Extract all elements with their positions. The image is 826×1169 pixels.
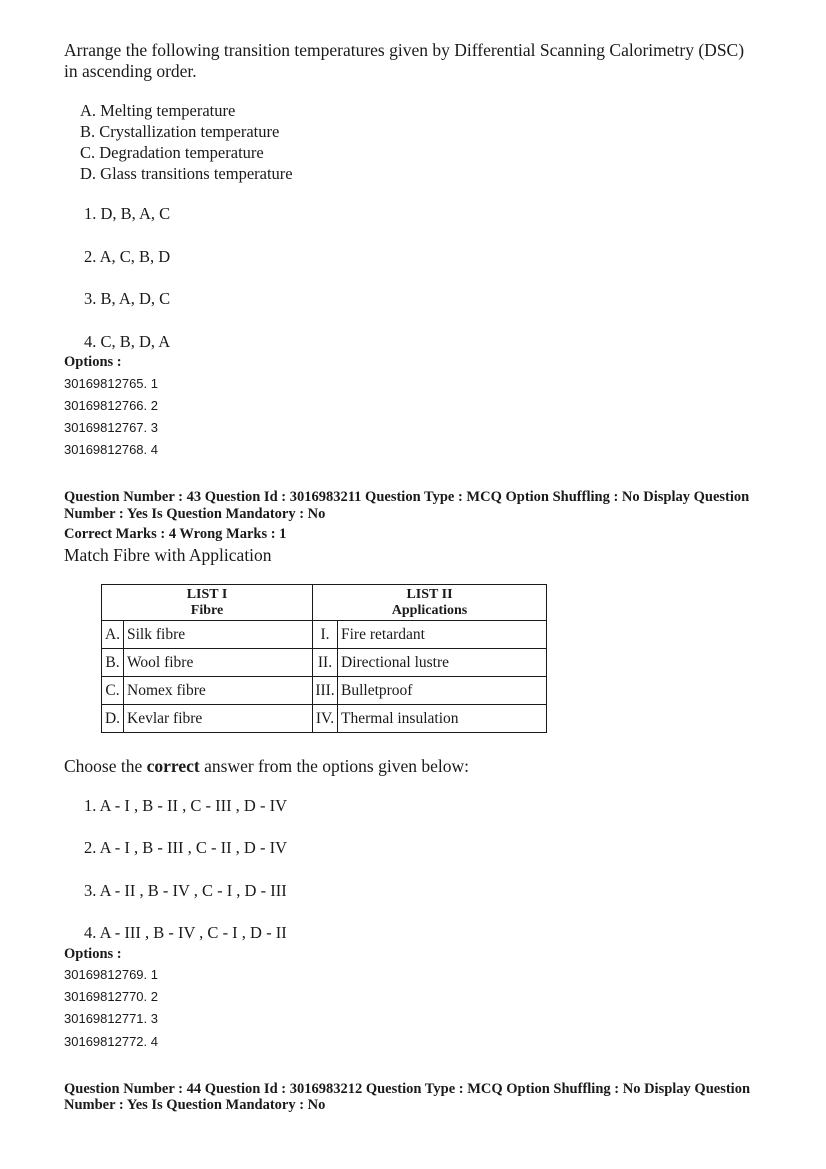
q42-choice-3: 3. B, A, D, C <box>84 289 171 308</box>
q42-option-code-2: 30169812766. 2 <box>64 398 158 413</box>
list2-title: LIST II <box>406 586 453 602</box>
q42-item-b: B. Crystallization temperature <box>80 122 280 141</box>
q42-item-a: A. Melting temperature <box>80 101 236 120</box>
match-table <box>101 584 547 733</box>
q42-option-code-1: 30169812765. 1 <box>64 376 158 391</box>
q43-instruction-bold: correct <box>146 756 200 776</box>
list2-value: Directional lustre <box>338 649 547 677</box>
q43-choice-2: 2. A - I , B - III , C - II , D - IV <box>84 838 288 857</box>
list1-value: Wool fibre <box>124 649 313 677</box>
q43-instruction-pre: Choose the <box>64 756 147 776</box>
list2-subtitle: Applications <box>391 602 468 618</box>
list1-subtitle: Fibre <box>190 602 224 618</box>
q43-stem: Match Fibre with Application <box>64 545 272 565</box>
list1-value: Silk fibre <box>124 621 313 649</box>
list2-label: I. <box>313 621 338 649</box>
q42-choice-4: 4. C, B, D, A <box>84 332 171 351</box>
q43-marks: Correct Marks : 4 Wrong Marks : 1 <box>64 526 287 542</box>
q42-options-label: Options : <box>64 354 122 370</box>
match-table-header <box>102 585 547 621</box>
table-row <box>102 705 547 733</box>
q44-meta-line2: Number : Yes Is Question Mandatory : No <box>64 1097 326 1113</box>
list1-value: Kevlar fibre <box>124 705 313 733</box>
q43-choice-4: 4. A - III , B - IV , C - I , D - II <box>84 923 287 942</box>
list1-value: Nomex fibre <box>124 677 313 705</box>
list2-value: Thermal insulation <box>338 705 547 733</box>
q44-meta-line1: Question Number : 44 Question Id : 3016983212 Question Type : MCQ Option Shuffling : No Display Question <box>64 1081 751 1097</box>
list2-label: III. <box>313 677 338 705</box>
q43-option-code-2: 30169812770. 2 <box>64 989 158 1004</box>
list2-header <box>313 585 547 621</box>
q43-options-label: Options : <box>64 946 122 962</box>
list2-value: Bulletproof <box>338 677 547 705</box>
list1-label: C. <box>102 677 124 705</box>
q42-stem-line2: in ascending order. <box>64 61 197 81</box>
list1-title: LIST I <box>186 586 228 602</box>
q42-choice-2: 2. A, C, B, D <box>84 247 171 266</box>
q42-choice-1: 1. D, B, A, C <box>84 204 171 223</box>
list2-value: Fire retardant <box>338 621 547 649</box>
q43-option-code-3: 30169812771. 3 <box>64 1011 158 1026</box>
q43-meta-line1: Question Number : 43 Question Id : 3016983211 Question Type : MCQ Option Shuffling : No Display Question <box>64 489 750 505</box>
q42-item-d: D. Glass transitions temperature <box>80 164 293 183</box>
q42-stem-line1: Arrange the following transition temperatures given by Differential Scanning Calorimetry (DSC) <box>64 40 745 60</box>
q43-meta-line2: Number : Yes Is Question Mandatory : No <box>64 506 326 522</box>
list1-label: B. <box>102 649 124 677</box>
q42-option-code-3: 30169812767. 3 <box>64 420 158 435</box>
list1-label: A. <box>102 621 124 649</box>
table-row <box>102 621 547 649</box>
q43-instruction-post: answer from the options given below: <box>199 756 470 776</box>
q42-item-c: C. Degradation temperature <box>80 143 264 162</box>
list2-label: IV. <box>313 705 338 733</box>
list2-label: II. <box>313 649 338 677</box>
q43-option-code-1: 30169812769. 1 <box>64 967 158 982</box>
q43-choice-1: 1. A - I , B - II , C - III , D - IV <box>84 796 288 815</box>
q43-instruction <box>64 756 469 777</box>
q43-option-code-4: 30169812772. 4 <box>64 1034 158 1049</box>
list1-header <box>102 585 313 621</box>
q42-option-code-4: 30169812768. 4 <box>64 442 158 457</box>
table-row <box>102 649 547 677</box>
list1-label: D. <box>102 705 124 733</box>
q43-choice-3: 3. A - II , B - IV , C - I , D - III <box>84 881 287 900</box>
table-row <box>102 677 547 705</box>
